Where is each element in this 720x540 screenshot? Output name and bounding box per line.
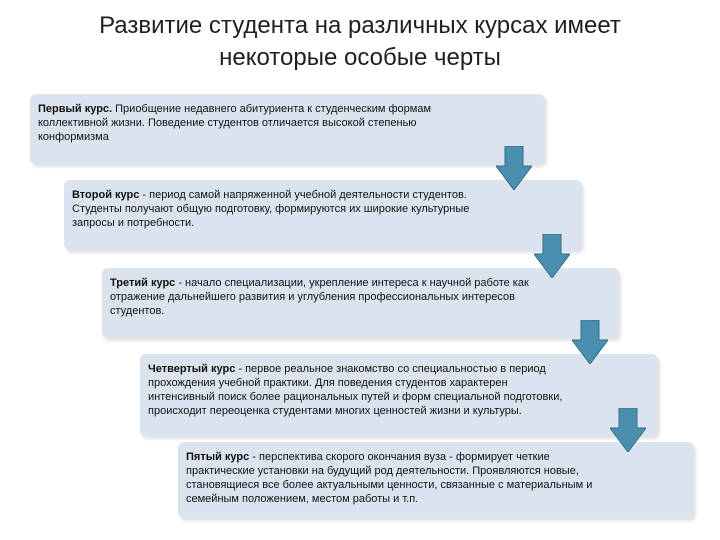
step-text: - начало специализации, укрепление интереса к научной работе как отражение дальнейшего развития и углубления профессиональных интересов студентов. [110, 277, 529, 317]
step-label: Первый курс. [38, 103, 113, 115]
step-text: - период самой напряженной учебной деятельности студентов. Студенты получают общую подготовку, формируются их широкие культурные запросы и потребности. [72, 189, 470, 229]
step-text: - перспектива скорого окончания вуза - формирует четкие практические установки на будущий род деятельности. Проявляются новые, становящиеся все более актуальными ценности, связанные с материальным и семейным положением, местом работы и т.п. [186, 451, 593, 505]
down-arrow-icon [534, 234, 570, 278]
step-third-course [102, 268, 619, 338]
step-first-course [30, 94, 545, 164]
step-text: - первое реальное знакомство со специальностью в период прохождения учебной практики. Для поведения студентов характерен интенсивный поиск более рациональных путей и форм специальной подготовки, происходит переоценка студентами многих ценностей жизни и культуры. [148, 363, 563, 417]
step-label: Второй курс [72, 189, 140, 201]
down-arrow-icon [572, 320, 608, 364]
step-label: Третий курс [110, 277, 176, 289]
step-fourth-course [140, 354, 658, 436]
step-fifth-course [178, 442, 694, 518]
step-label: Четвертый курс [148, 363, 236, 375]
down-arrow-icon [610, 408, 646, 452]
page-title: Развитие студента на различных курсах имеет некоторые особые черты [99, 12, 621, 71]
step-text: Приобщение недавнего абитуриента к студенческим формам коллективной жизни. Поведение студентов отличается высокой степенью конформизма [38, 103, 432, 143]
down-arrow-icon [496, 146, 532, 190]
step-label: Пятый курс [186, 451, 250, 463]
step-second-course [64, 180, 582, 250]
